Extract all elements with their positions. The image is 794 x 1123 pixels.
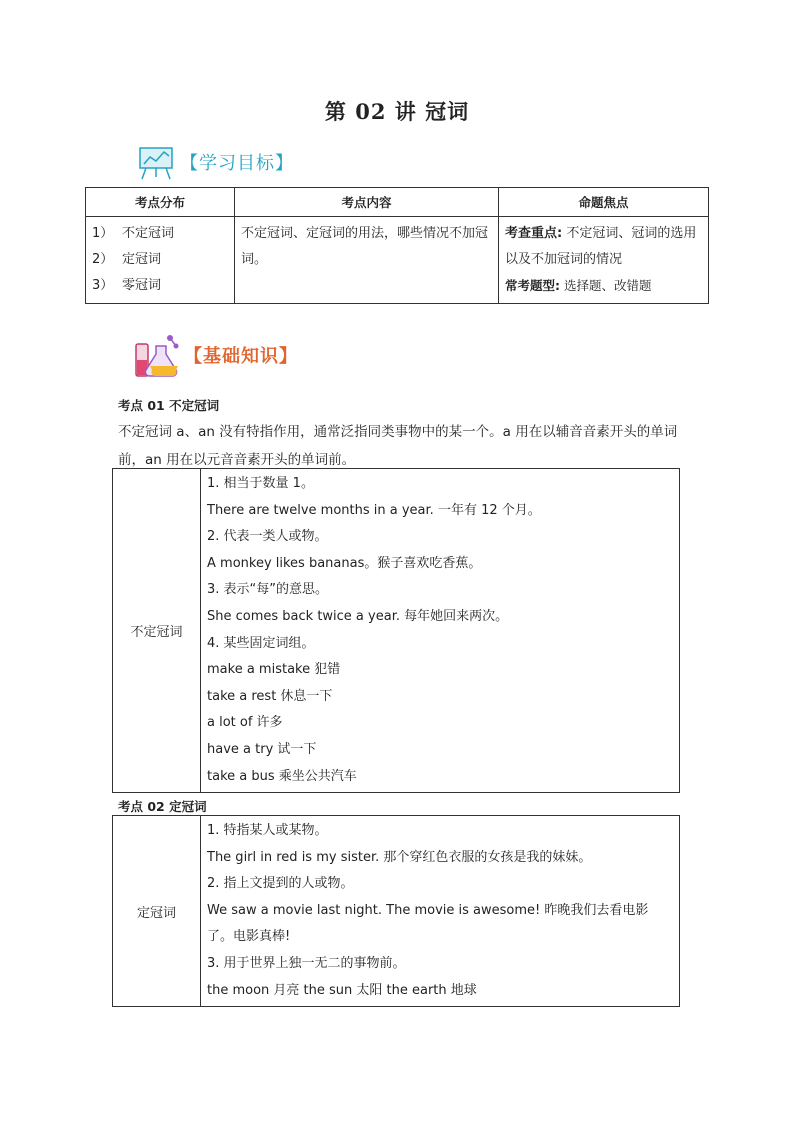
list-item: 2. 指上文提到的人或物。 <box>207 876 354 892</box>
list-item: The girl in red is my sister. 那个穿红色衣服的女孩是我的妹妹。 <box>207 849 592 865</box>
point-01-title: 考点 01 不定冠词 <box>118 398 220 413</box>
list-item: 4. 某些固定词组。 <box>207 635 315 651</box>
learning-goals-banner <box>136 144 294 180</box>
table-content <box>201 816 680 1007</box>
list-item: We saw a movie last night. The movie is awesome! 昨晚我们去看电影了。电影真棒! <box>207 902 649 945</box>
list-item: the moon 月亮 the sun 太阳 the earth 地球 <box>207 982 477 998</box>
banner-learning-goals: 【学习目标】 <box>180 153 294 174</box>
point-02-title: 考点 02 定冠词 <box>118 799 207 814</box>
list-item: A monkey likes bananas。猴子喜欢吃香蕉。 <box>207 555 482 571</box>
list-item: There are twelve months in a year. 一年有 12 个月。 <box>207 502 541 518</box>
distribution-cell <box>86 217 235 304</box>
basic-knowledge-banner <box>132 330 298 380</box>
list-item: 3. 表示“每”的意思。 <box>207 582 329 598</box>
content-cell: 不定冠词、定冠词的用法，哪些情况不加冠词。 <box>235 217 499 304</box>
table-content <box>201 469 680 793</box>
list-item: 3） 零冠词 <box>92 278 162 293</box>
list-item: make a mistake 犯错 <box>207 662 341 678</box>
indefinite-article-table <box>112 468 680 793</box>
flask-icon <box>132 330 182 380</box>
list-item: have a try 试一下 <box>207 741 317 757</box>
focus-cell: 考查重点: 不定冠词、冠词的选用以及不加冠词的情况 常考题型: 选择题、改错题 <box>499 217 709 304</box>
definite-article-table <box>112 815 680 1007</box>
banner-basic-knowledge: 【基础知识】 <box>184 346 298 367</box>
point-01-intro: 不定冠词 a、an 没有特指作用，通常泛指同类事物中的某一个。a 用在以辅音音素开头的单词前，an 用在以元音音素开头的单词前。 <box>118 424 678 468</box>
table-label: 定冠词 <box>113 816 201 1007</box>
list-item: take a bus 乘坐公共汽车 <box>207 768 357 784</box>
list-item: 2. 代表一类人或物。 <box>207 529 328 545</box>
header-distribution: 考点分布 <box>86 188 235 217</box>
objectives-table <box>85 187 709 304</box>
list-item: 3. 用于世界上独一无二的事物前。 <box>207 955 406 971</box>
list-item: 1. 相当于数量 1。 <box>207 476 314 491</box>
header-content: 考点内容 <box>235 188 499 217</box>
list-item: take a rest 休息一下 <box>207 688 333 704</box>
list-item: a lot of 许多 <box>207 715 283 731</box>
table-label: 不定冠词 <box>113 469 201 793</box>
list-item: 2） 定冠词 <box>92 252 162 267</box>
header-focus: 命题焦点 <box>499 188 709 217</box>
list-item: She comes back twice a year. 每年她回来两次。 <box>207 608 509 624</box>
list-item: 1. 特指某人或某物。 <box>207 823 328 838</box>
easel-chart-icon <box>136 144 178 180</box>
page-title: 第 02 讲 冠词 <box>324 99 470 124</box>
list-item: 1） 不定冠词 <box>92 226 175 241</box>
